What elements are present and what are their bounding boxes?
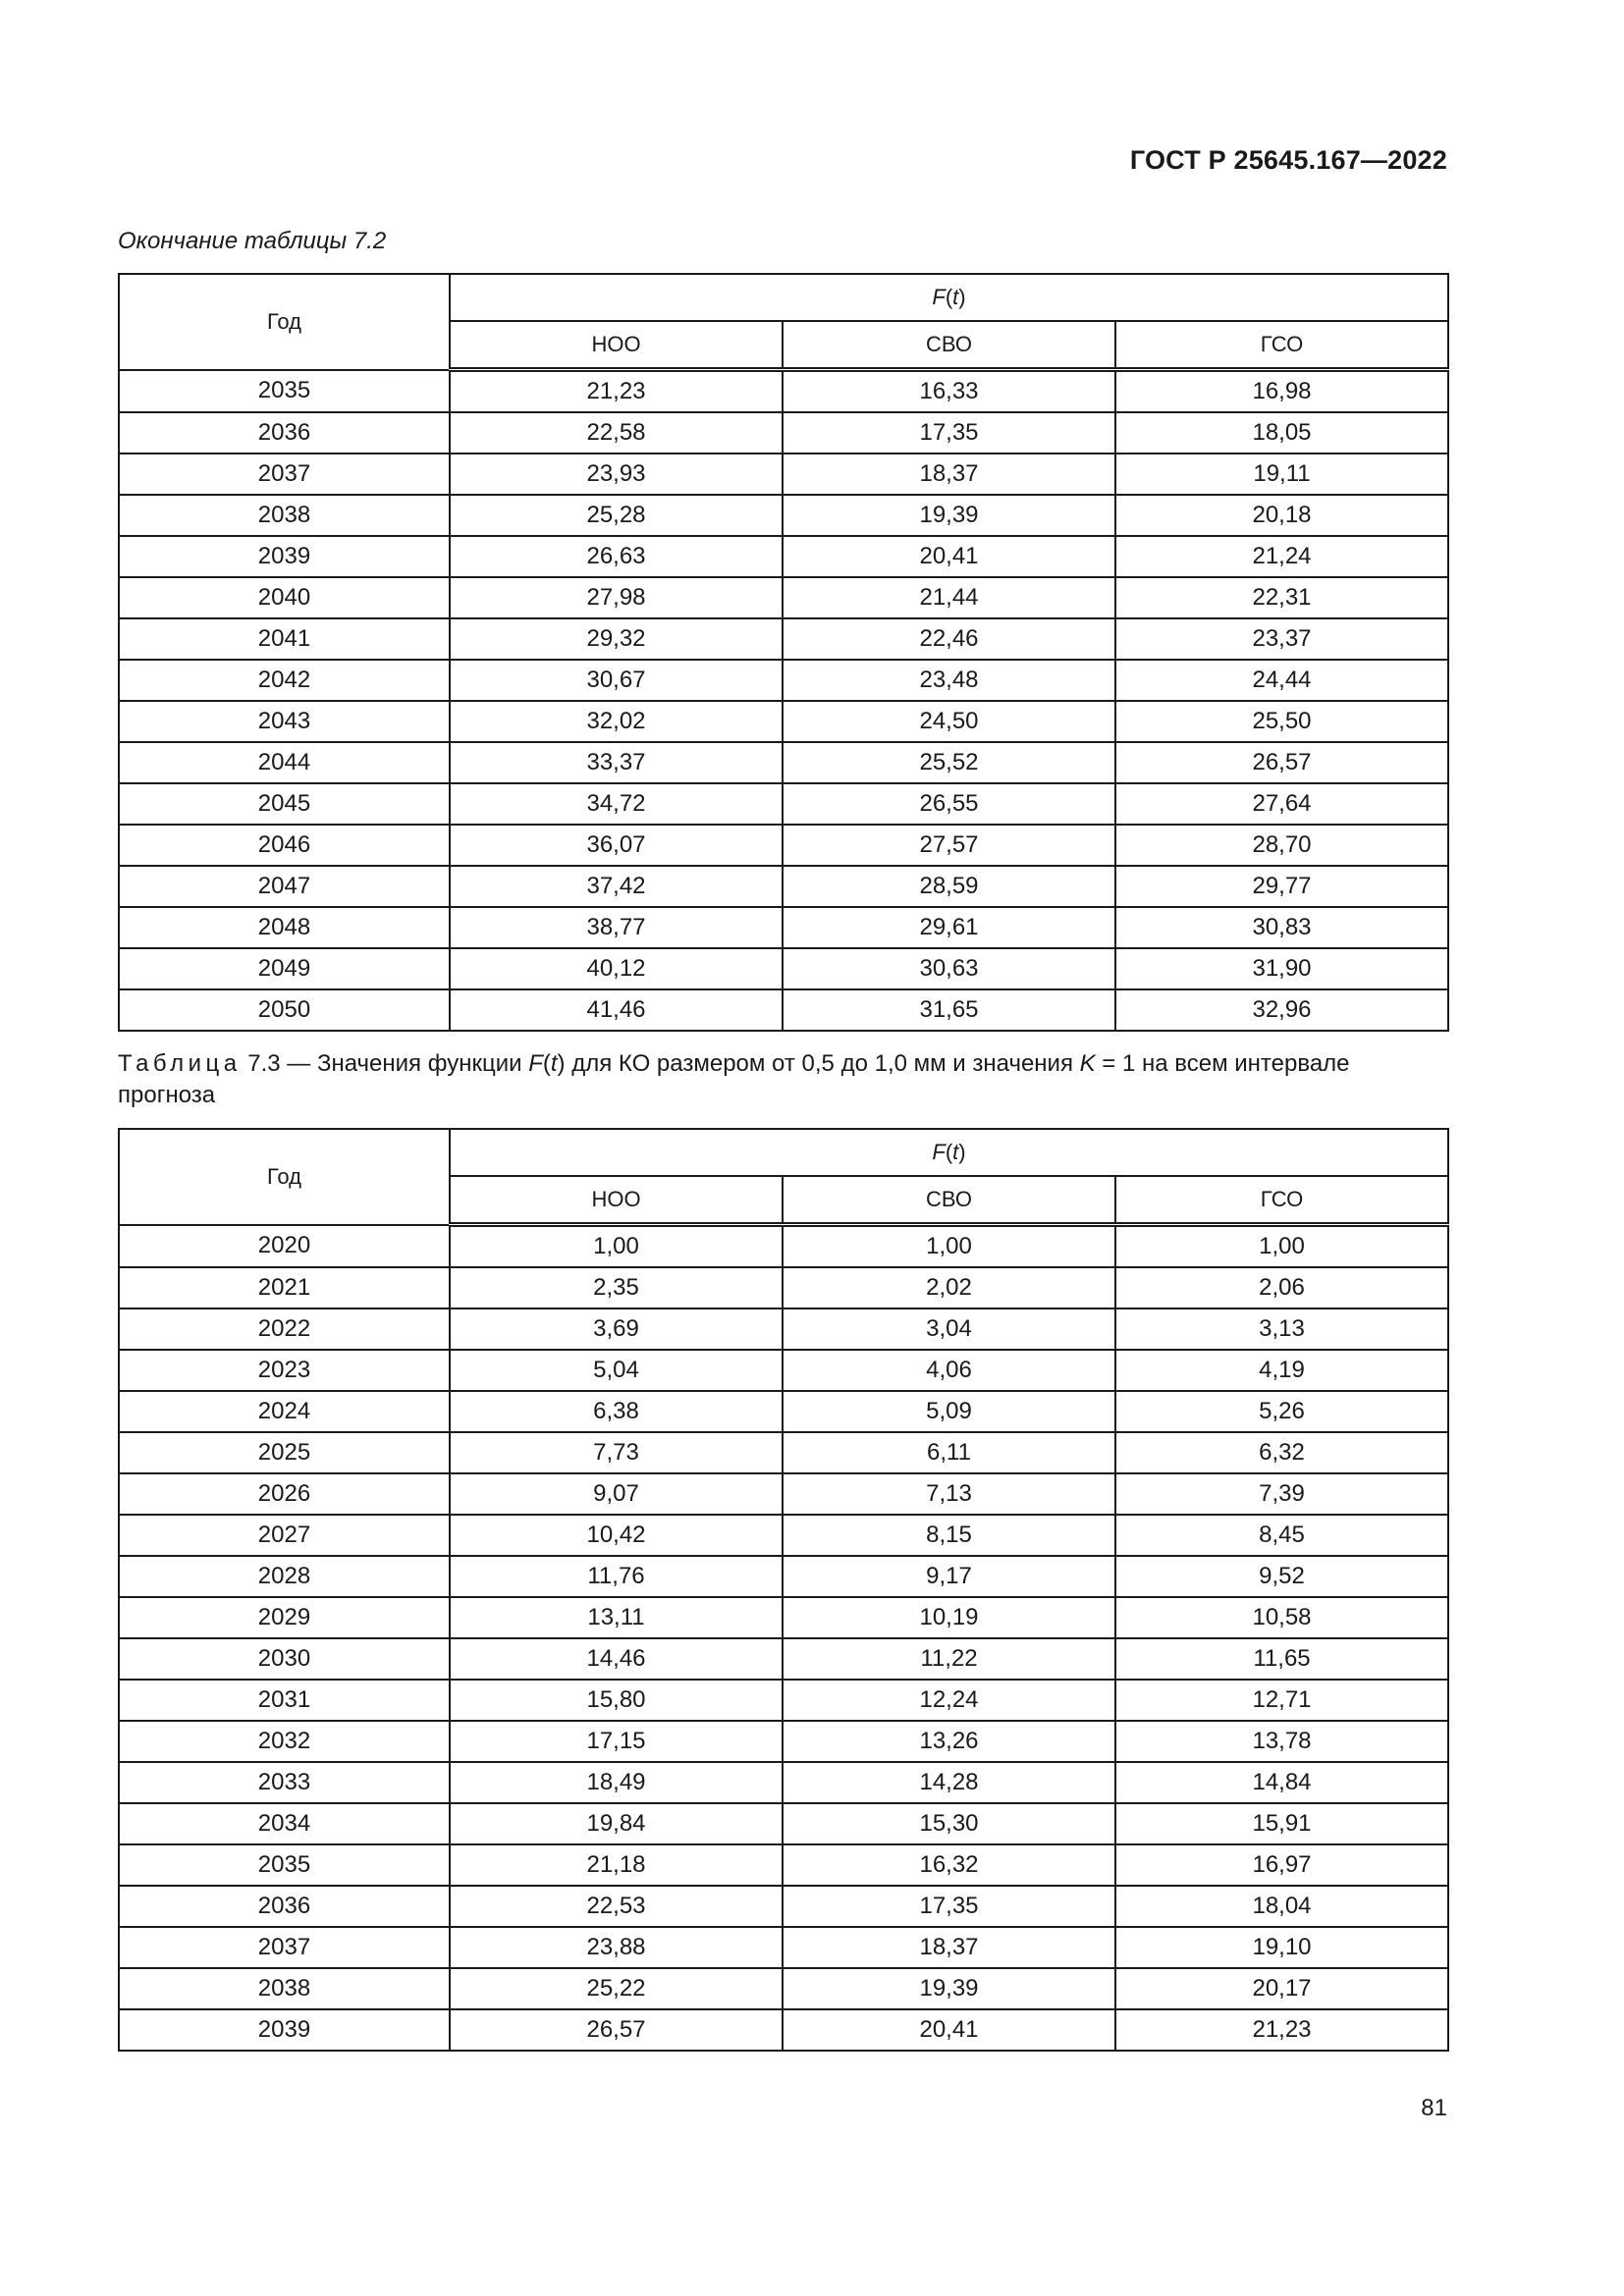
value-cell: 30,67 — [450, 660, 783, 701]
value-cell: 20,17 — [1115, 1968, 1448, 2009]
value-cell: 17,35 — [783, 1886, 1115, 1927]
value-cell: 36,07 — [450, 825, 783, 866]
table-row — [119, 1350, 1448, 1391]
value-cell: 21,23 — [450, 370, 783, 413]
value-cell: 11,22 — [783, 1638, 1115, 1680]
year-cell: 2036 — [119, 412, 450, 454]
orbit-column-header: СВО — [783, 1176, 1115, 1225]
value-cell: 26,63 — [450, 536, 783, 577]
value-cell: 10,58 — [1115, 1597, 1448, 1638]
year-cell: 2039 — [119, 536, 450, 577]
table-row — [119, 1638, 1448, 1680]
value-cell: 15,91 — [1115, 1803, 1448, 1844]
year-cell: 2031 — [119, 1680, 450, 1721]
table-row — [119, 1680, 1448, 1721]
value-cell: 19,84 — [450, 1803, 783, 1844]
table-row — [119, 866, 1448, 907]
value-cell: 20,41 — [783, 536, 1115, 577]
year-cell: 2037 — [119, 1927, 450, 1968]
value-cell: 13,78 — [1115, 1721, 1448, 1762]
year-cell: 2022 — [119, 1308, 450, 1350]
value-cell: 18,37 — [783, 454, 1115, 495]
value-cell: 7,73 — [450, 1432, 783, 1473]
value-cell: 13,11 — [450, 1597, 783, 1638]
table-row — [119, 1927, 1448, 1968]
value-cell: 16,33 — [783, 370, 1115, 413]
value-cell: 13,26 — [783, 1721, 1115, 1762]
value-cell: 41,46 — [450, 989, 783, 1031]
value-cell: 22,58 — [450, 412, 783, 454]
value-cell: 17,15 — [450, 1721, 783, 1762]
table-row — [119, 989, 1448, 1031]
value-cell: 32,02 — [450, 701, 783, 742]
table-7-3-caption: Таблица 7.3 — Значения функции F(t) для КО размером от 0,5 до 1,0 мм и значения K = 1 на всем интервале прогноза — [118, 1050, 1350, 1108]
year-cell: 2027 — [119, 1515, 450, 1556]
value-cell: 28,70 — [1115, 825, 1448, 866]
value-cell: 32,96 — [1115, 989, 1448, 1031]
value-cell: 19,39 — [783, 495, 1115, 536]
value-cell: 25,28 — [450, 495, 783, 536]
function-column-header: F(t) — [450, 1129, 1448, 1176]
value-cell: 22,31 — [1115, 577, 1448, 618]
value-cell: 12,24 — [783, 1680, 1115, 1721]
table-row — [119, 370, 1448, 413]
value-cell: 15,80 — [450, 1680, 783, 1721]
value-cell: 21,24 — [1115, 536, 1448, 577]
value-cell: 2,35 — [450, 1267, 783, 1308]
value-cell: 23,48 — [783, 660, 1115, 701]
year-cell: 2038 — [119, 495, 450, 536]
value-cell: 11,76 — [450, 1556, 783, 1597]
orbit-column-header: ГСО — [1115, 1176, 1448, 1225]
value-cell: 3,69 — [450, 1308, 783, 1350]
value-cell: 27,64 — [1115, 783, 1448, 825]
year-cell: 2039 — [119, 2009, 450, 2051]
year-cell: 2033 — [119, 1762, 450, 1803]
value-cell: 6,38 — [450, 1391, 783, 1432]
year-cell: 2035 — [119, 1844, 450, 1886]
value-cell: 29,32 — [450, 618, 783, 660]
value-cell: 24,44 — [1115, 660, 1448, 701]
value-cell: 18,49 — [450, 1762, 783, 1803]
value-cell: 9,52 — [1115, 1556, 1448, 1597]
table-row — [119, 948, 1448, 989]
table-row — [119, 1721, 1448, 1762]
value-cell: 14,46 — [450, 1638, 783, 1680]
value-cell: 18,05 — [1115, 412, 1448, 454]
value-cell: 24,50 — [783, 701, 1115, 742]
year-column-header: Год — [119, 1129, 450, 1225]
value-cell: 1,00 — [783, 1225, 1115, 1268]
table-7-2-continuation-caption: Окончание таблицы 7.2 — [118, 228, 387, 254]
value-cell: 15,30 — [783, 1803, 1115, 1844]
value-cell: 3,04 — [783, 1308, 1115, 1350]
value-cell: 20,18 — [1115, 495, 1448, 536]
value-cell: 16,98 — [1115, 370, 1448, 413]
value-cell: 25,22 — [450, 1968, 783, 2009]
value-cell: 12,71 — [1115, 1680, 1448, 1721]
year-cell: 2042 — [119, 660, 450, 701]
year-cell: 2034 — [119, 1803, 450, 1844]
value-cell: 19,39 — [783, 1968, 1115, 2009]
value-cell: 25,52 — [783, 742, 1115, 783]
value-cell: 1,00 — [450, 1225, 783, 1268]
value-cell: 8,15 — [783, 1515, 1115, 1556]
value-cell: 4,19 — [1115, 1350, 1448, 1391]
value-cell: 31,65 — [783, 989, 1115, 1031]
value-cell: 29,61 — [783, 907, 1115, 948]
year-cell: 2037 — [119, 454, 450, 495]
value-cell: 4,06 — [783, 1350, 1115, 1391]
year-cell: 2046 — [119, 825, 450, 866]
table-row — [119, 783, 1448, 825]
value-cell: 37,42 — [450, 866, 783, 907]
year-column-header: Год — [119, 274, 450, 370]
year-cell: 2038 — [119, 1968, 450, 2009]
value-cell: 26,57 — [1115, 742, 1448, 783]
year-cell: 2044 — [119, 742, 450, 783]
value-cell: 30,63 — [783, 948, 1115, 989]
year-cell: 2041 — [119, 618, 450, 660]
value-cell: 10,42 — [450, 1515, 783, 1556]
value-cell: 7,13 — [783, 1473, 1115, 1515]
value-cell: 21,44 — [783, 577, 1115, 618]
table-row — [119, 536, 1448, 577]
value-cell: 22,53 — [450, 1886, 783, 1927]
value-cell: 27,57 — [783, 825, 1115, 866]
value-cell: 6,32 — [1115, 1432, 1448, 1473]
table-row — [119, 412, 1448, 454]
value-cell: 19,10 — [1115, 1927, 1448, 1968]
table-7-3 — [118, 1128, 1449, 2052]
table-row — [119, 701, 1448, 742]
year-cell: 2045 — [119, 783, 450, 825]
year-cell: 2021 — [119, 1267, 450, 1308]
value-cell: 5,09 — [783, 1391, 1115, 1432]
table-row — [119, 1432, 1448, 1473]
year-cell: 2024 — [119, 1391, 450, 1432]
value-cell: 3,13 — [1115, 1308, 1448, 1350]
table-row — [119, 907, 1448, 948]
year-cell: 2032 — [119, 1721, 450, 1762]
value-cell: 9,17 — [783, 1556, 1115, 1597]
table-7-2 — [118, 273, 1449, 1032]
table-row — [119, 1391, 1448, 1432]
table-row — [119, 618, 1448, 660]
year-cell: 2047 — [119, 866, 450, 907]
year-cell: 2026 — [119, 1473, 450, 1515]
table-row — [119, 742, 1448, 783]
value-cell: 9,07 — [450, 1473, 783, 1515]
function-column-header: F(t) — [450, 274, 1448, 321]
value-cell: 19,11 — [1115, 454, 1448, 495]
year-cell: 2043 — [119, 701, 450, 742]
value-cell: 5,04 — [450, 1350, 783, 1391]
value-cell: 26,55 — [783, 783, 1115, 825]
table-row — [119, 577, 1448, 618]
page-number: 81 — [1421, 2095, 1447, 2121]
value-cell: 29,77 — [1115, 866, 1448, 907]
table-row — [119, 1844, 1448, 1886]
table-row — [119, 1597, 1448, 1638]
value-cell: 38,77 — [450, 907, 783, 948]
value-cell: 16,32 — [783, 1844, 1115, 1886]
value-cell: 22,46 — [783, 618, 1115, 660]
table-row — [119, 1803, 1448, 1844]
orbit-column-header: НОО — [450, 1176, 783, 1225]
table-row — [119, 1308, 1448, 1350]
value-cell: 23,88 — [450, 1927, 783, 1968]
value-cell: 26,57 — [450, 2009, 783, 2051]
year-cell: 2023 — [119, 1350, 450, 1391]
table-row — [119, 2009, 1448, 2051]
value-cell: 5,26 — [1115, 1391, 1448, 1432]
value-cell: 21,23 — [1115, 2009, 1448, 2051]
year-cell: 2025 — [119, 1432, 450, 1473]
value-cell: 17,35 — [783, 412, 1115, 454]
value-cell: 27,98 — [450, 577, 783, 618]
year-cell: 2035 — [119, 370, 450, 413]
year-cell: 2020 — [119, 1225, 450, 1268]
value-cell: 2,06 — [1115, 1267, 1448, 1308]
value-cell: 31,90 — [1115, 948, 1448, 989]
value-cell: 20,41 — [783, 2009, 1115, 2051]
table-row — [119, 1473, 1448, 1515]
value-cell: 11,65 — [1115, 1638, 1448, 1680]
value-cell: 21,18 — [450, 1844, 783, 1886]
value-cell: 14,28 — [783, 1762, 1115, 1803]
table-row — [119, 825, 1448, 866]
value-cell: 6,11 — [783, 1432, 1115, 1473]
table-row — [119, 1556, 1448, 1597]
value-cell: 16,97 — [1115, 1844, 1448, 1886]
year-cell: 2040 — [119, 577, 450, 618]
table-row — [119, 1886, 1448, 1927]
orbit-column-header: СВО — [783, 321, 1115, 370]
year-cell: 2028 — [119, 1556, 450, 1597]
value-cell: 34,72 — [450, 783, 783, 825]
year-cell: 2036 — [119, 1886, 450, 1927]
table-row — [119, 495, 1448, 536]
table-row — [119, 1267, 1448, 1308]
value-cell: 23,93 — [450, 454, 783, 495]
year-cell: 2050 — [119, 989, 450, 1031]
value-cell: 7,39 — [1115, 1473, 1448, 1515]
year-cell: 2048 — [119, 907, 450, 948]
table-row — [119, 660, 1448, 701]
value-cell: 40,12 — [450, 948, 783, 989]
table-row — [119, 1515, 1448, 1556]
year-cell: 2030 — [119, 1638, 450, 1680]
orbit-column-header: ГСО — [1115, 321, 1448, 370]
value-cell: 1,00 — [1115, 1225, 1448, 1268]
value-cell: 8,45 — [1115, 1515, 1448, 1556]
table-row — [119, 454, 1448, 495]
value-cell: 18,37 — [783, 1927, 1115, 1968]
year-cell: 2029 — [119, 1597, 450, 1638]
table-row — [119, 1968, 1448, 2009]
orbit-column-header: НОО — [450, 321, 783, 370]
value-cell: 14,84 — [1115, 1762, 1448, 1803]
table-row — [119, 1225, 1448, 1268]
value-cell: 23,37 — [1115, 618, 1448, 660]
value-cell: 30,83 — [1115, 907, 1448, 948]
value-cell: 33,37 — [450, 742, 783, 783]
value-cell: 28,59 — [783, 866, 1115, 907]
value-cell: 10,19 — [783, 1597, 1115, 1638]
value-cell: 25,50 — [1115, 701, 1448, 742]
year-cell: 2049 — [119, 948, 450, 989]
table-row — [119, 1762, 1448, 1803]
value-cell: 18,04 — [1115, 1886, 1448, 1927]
document-code: ГОСТ Р 25645.167—2022 — [1129, 145, 1447, 175]
value-cell: 2,02 — [783, 1267, 1115, 1308]
